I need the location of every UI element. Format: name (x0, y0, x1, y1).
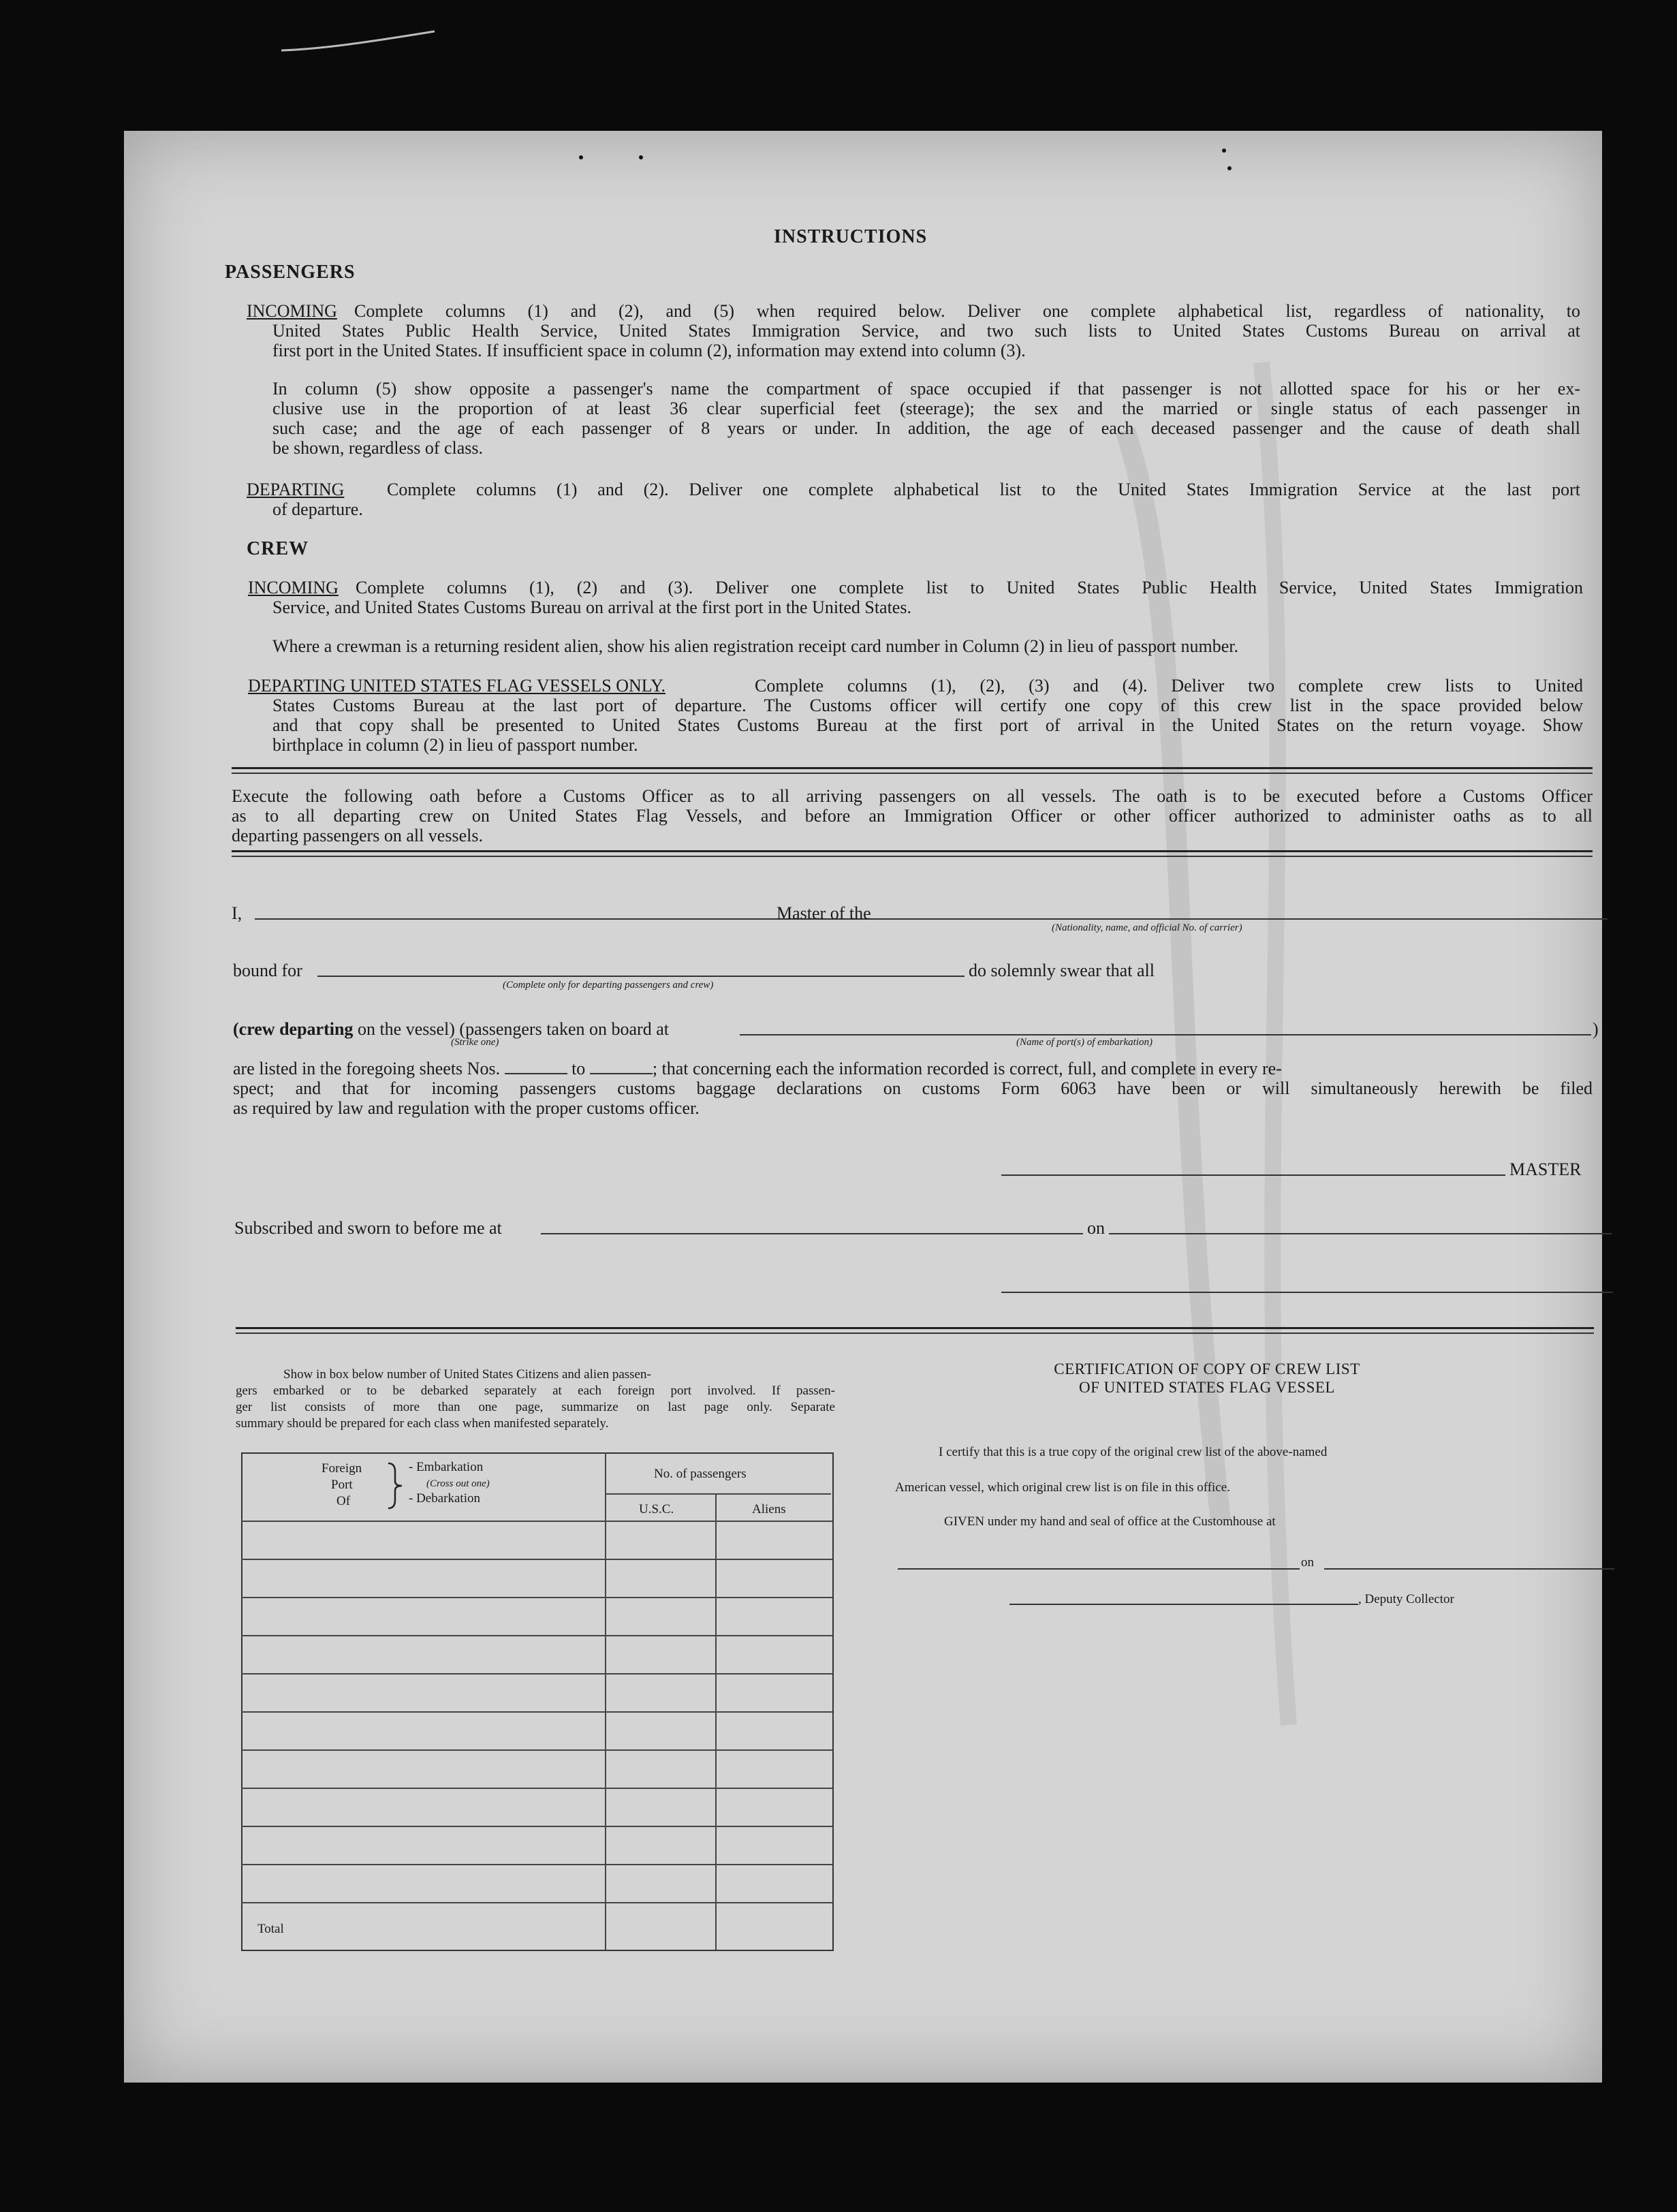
embarkation-label[interactable]: - Embarkation (409, 1460, 484, 1474)
passengers-incoming-text: Complete columns (1) and (2), and (5) when required below. Deliver one complete alphabetical list, regardless of nationality, to (354, 301, 1580, 321)
subscribed-label: Subscribed and sworn to before me at (234, 1218, 502, 1238)
crew-incoming-text: Complete columns (1), (2) and (3). Deliver one complete list to United States Public Health Service, United States Immigration (356, 578, 1583, 597)
passengers-departing-text: of departure. (272, 499, 363, 519)
sworn-on-label: on (1087, 1218, 1105, 1238)
debarkation-label[interactable]: - Debarkation (409, 1491, 480, 1506)
section-divider (232, 856, 1593, 857)
no-passengers-header: No. of passengers (654, 1467, 747, 1481)
foreign-label: Foreign (322, 1461, 362, 1476)
table-row-divider (241, 1673, 832, 1674)
master-of-label: Master of the (777, 903, 871, 923)
table-row-divider (241, 1864, 832, 1865)
certification-title: CERTIFICATION OF COPY OF CREW LIST OF UNITED STATES FLAG VESSEL (1054, 1360, 1360, 1396)
passengers-departing-label: DEPARTING (247, 480, 345, 499)
column5-text: clusive use in the proportion of at least 36 clear superficial feet (steerage); the sex and the married or single status of each passenger in (272, 399, 1580, 418)
certification-text: American vessel, which original crew list is on file in this office. (895, 1480, 1230, 1495)
resident-alien-text: Where a crewman is a returning resident alien, show his alien registration receipt card number in Column (2) in lieu of passport number. (272, 636, 1239, 656)
certification-on-label: on (1301, 1555, 1314, 1570)
customhouse-field[interactable] (898, 1568, 1300, 1570)
total-label: Total (257, 1922, 284, 1936)
bound-for-caption: (Complete only for departing passengers and crew) (503, 980, 714, 991)
scan-dot (1227, 166, 1232, 170)
strike-one-caption: (Strike one) (451, 1037, 499, 1048)
form-page (124, 131, 1602, 2083)
certification-text: I certify that this is a true copy of the original crew list of the above-named (939, 1445, 1328, 1459)
scan-dot (1222, 149, 1226, 153)
flag-vessels-text: birthplace in column (2) in lieu of passport number. (272, 735, 638, 755)
oath-intro-text: Execute the following oath before a Customs Officer as to all arriving passengers on all vessels. The oath is to be executed before a Customs Officer (232, 786, 1593, 806)
table-row-divider (241, 1826, 832, 1827)
carrier-field[interactable] (885, 918, 1608, 920)
flag-vessels-text: and that copy shall be presented to United States Customs Bureau at the first port of arrival in the United States on the return voyage. Show (272, 715, 1583, 735)
table-column-divider (605, 1452, 606, 1950)
embarkation-ports-field[interactable] (740, 1034, 1591, 1035)
certification-date-field[interactable] (1324, 1568, 1614, 1570)
flag-vessels-text: States Customs Bureau at the last port of departure. The Customs officer will certify one copy of this crew list in the space provided below (272, 696, 1583, 715)
section-divider (232, 773, 1593, 774)
oath-intro-text: as to all departing crew on United States Flag Vessels, and before an Immigration Officer or other officer authorized to administer oaths as to all (232, 806, 1593, 826)
oath-text: spect; and that for incoming passengers customs baggage declarations on customs Form 6063 have been or will simultaneously herewith be filed (233, 1078, 1593, 1098)
master-signature-field[interactable] (1001, 1174, 1505, 1176)
section-divider (232, 767, 1593, 769)
table-row-divider (241, 1749, 832, 1751)
flag-vessels-label: DEPARTING UNITED STATES FLAG VESSELS ONLY. (248, 676, 665, 696)
table-row-divider (241, 1559, 832, 1560)
table-row-divider (241, 1521, 832, 1522)
officer-signature-field[interactable] (1001, 1292, 1613, 1293)
usc-header: U.S.C. (639, 1502, 674, 1516)
crew-incoming-text: Service, and United States Customs Bureau on arrival at the first port in the United States. (272, 597, 911, 617)
passengers-departing-text: Complete columns (1) and (2). Deliver one complete alphabetical list to the United States Immigration Service at the last port (387, 480, 1580, 499)
section-divider (232, 850, 1593, 852)
port-label: Port (331, 1478, 353, 1492)
crew-incoming-label: INCOMING (248, 578, 339, 597)
brace-icon (386, 1462, 406, 1510)
passengers-incoming-text: United States Public Health Service, United States Immigration Service, and two such lists to United States Customs Bureau on arrival at (272, 321, 1580, 341)
close-paren: ) (1593, 1019, 1599, 1039)
scan-dot (579, 155, 583, 159)
swear-label: do solemnly swear that all (969, 961, 1155, 980)
passenger-summary-table (241, 1452, 834, 1951)
section-divider (236, 1333, 1594, 1334)
bound-for-field[interactable] (317, 976, 965, 977)
ports-caption: (Name of port(s) of embarkation) (1016, 1037, 1153, 1048)
cross-out-caption: (Cross out one) (426, 1478, 490, 1489)
crew-passengers-line: (crew departing on the vessel) (passengers taken on board at (233, 1019, 669, 1039)
scan-dot (639, 155, 643, 159)
certification-text: GIVEN under my hand and seal of office at the Customhouse at (944, 1514, 1276, 1529)
bound-for-label: bound for (233, 961, 302, 980)
flag-vessels-text: Complete columns (1), (2), (3) and (4). Deliver two complete crew lists to United (755, 676, 1583, 696)
oath-intro-text: departing passengers on all vessels. (232, 826, 483, 845)
summary-instructions: Show in box below number of United States Citizens and alien passen- gers embarked or to be debarked separately at each foreign port involved. If passen- ger list consists of more than one page, summarize on last page only. Separate summary should be prepared for each class when manifested separately. (236, 1367, 835, 1431)
sheet-to-field[interactable] (590, 1061, 653, 1074)
table-row-divider (241, 1711, 832, 1713)
table-row-divider (241, 1902, 832, 1903)
column5-text: such case; and the age of each passenger of 8 years or under. In addition, the age of each deceased passenger and the cause of death shall (272, 418, 1580, 438)
crew-heading: CREW (247, 538, 309, 559)
section-divider (236, 1327, 1594, 1329)
passengers-incoming-label: INCOMING (247, 301, 337, 321)
sheets-line: are listed in the foregoing sheets Nos. to ; that concerning each the information recorded is correct, full, and complete in every re- (233, 1059, 1282, 1078)
scan-scratch-mark (278, 29, 441, 56)
instructions-heading: INSTRUCTIONS (774, 226, 928, 247)
master-label: MASTER (1509, 1159, 1582, 1179)
sworn-date-field[interactable] (1109, 1233, 1612, 1234)
table-row-divider (241, 1635, 832, 1636)
sheet-from-field[interactable] (505, 1061, 567, 1074)
carrier-caption: (Nationality, name, and official No. of carrier) (1052, 922, 1242, 933)
table-row-divider (241, 1597, 832, 1598)
aliens-header: Aliens (752, 1502, 786, 1516)
deputy-collector-label: , Deputy Collector (1358, 1592, 1454, 1606)
column5-text: be shown, regardless of class. (272, 438, 484, 458)
deputy-collector-signature-field[interactable] (1009, 1604, 1358, 1605)
passengers-incoming-text: first port in the United States. If insufficient space in column (2), information may extend into column (3). (272, 341, 1026, 360)
oath-i-label: I, (232, 903, 242, 923)
table-row-divider (241, 1788, 832, 1789)
table-column-divider (715, 1493, 717, 1950)
table-header-divider (605, 1493, 831, 1495)
passengers-heading: PASSENGERS (225, 262, 356, 283)
oath-text: as required by law and regulation with the proper customs officer. (233, 1098, 700, 1118)
of-label: Of (336, 1494, 351, 1508)
sworn-location-field[interactable] (541, 1233, 1083, 1234)
column5-text: In column (5) show opposite a passenger's name the compartment of space occupied if that passenger is not allotted space for his or her ex- (272, 379, 1580, 399)
